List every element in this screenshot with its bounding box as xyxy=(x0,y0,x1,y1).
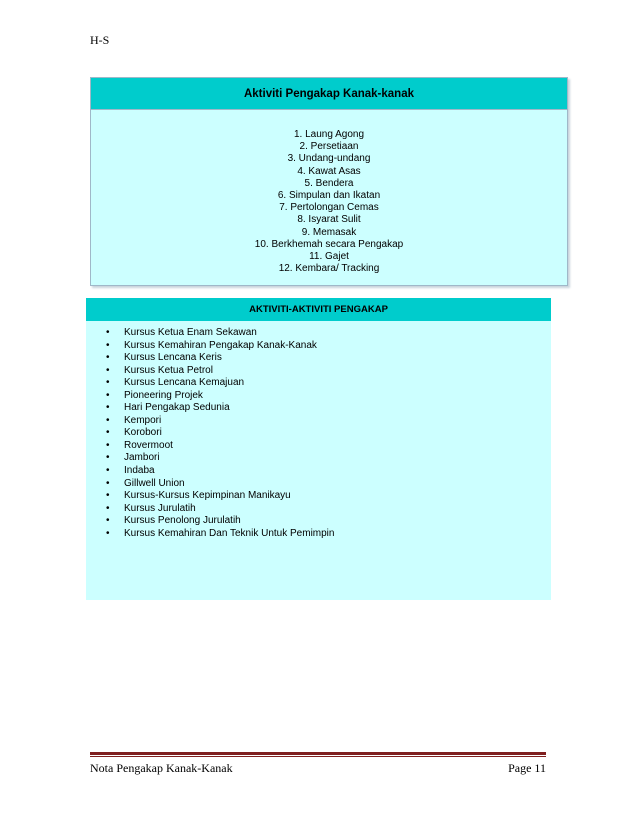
bullet-icon: • xyxy=(106,389,110,401)
list-item xyxy=(86,465,551,478)
list-item xyxy=(86,427,551,440)
scout-activities-box xyxy=(86,298,551,600)
bullet-icon: • xyxy=(106,402,110,414)
list-item-text: Gillwell Union xyxy=(124,477,185,489)
bullet-icon: • xyxy=(106,377,110,389)
list-item: 11. Gajet xyxy=(309,251,349,263)
list-item: 1. Laung Agong xyxy=(293,129,365,140)
list-item xyxy=(86,365,551,378)
list-item-text: Pioneering Projek xyxy=(124,389,203,401)
list-item-text: Kempori xyxy=(124,414,162,426)
scout-activities-list xyxy=(86,321,551,540)
list-item-text: Kursus Ketua Petrol xyxy=(124,364,213,376)
bullet-icon: • xyxy=(106,439,110,451)
list-item: 6. Simpulan dan Ikatan xyxy=(277,190,381,202)
bullet-icon: • xyxy=(106,339,110,351)
footer-title: Nota Pengakap Kanak-Kanak xyxy=(90,761,233,775)
list-item-text: Korobori xyxy=(124,427,162,439)
list-item-text: Kursus Kemahiran Dan Teknik Untuk Pemimpin xyxy=(124,527,335,539)
bullet-icon: • xyxy=(106,427,110,439)
footer-page-number: Page 11 xyxy=(508,761,546,775)
list-item xyxy=(86,340,551,353)
bullet-icon: • xyxy=(106,527,110,539)
bullet-icon: • xyxy=(106,452,110,464)
activities-box xyxy=(90,77,568,286)
list-item: 5. Bendera xyxy=(304,177,354,189)
bullet-icon: • xyxy=(106,490,110,502)
list-item-text: Rovermoot xyxy=(124,439,173,451)
list-item-text: Kursus Penolong Jurulatih xyxy=(124,515,241,527)
footer-rule-thin xyxy=(90,756,546,757)
list-item-text: Hari Pengakap Sedunia xyxy=(124,402,230,414)
list-item xyxy=(86,352,551,365)
list-item xyxy=(86,415,551,428)
scout-activities-title: AKTIVITI-AKTIVITI PENGAKAP xyxy=(86,298,551,321)
list-item: 10. Berkhemah secara Pengakap xyxy=(254,238,404,250)
list-item: 2. Persetiaan xyxy=(299,141,359,153)
list-item-text: Kursus Ketua Enam Sekawan xyxy=(124,327,257,338)
list-item-text: Kursus Kemahiran Pengakap Kanak-Kanak xyxy=(124,339,317,351)
activities-list xyxy=(91,110,567,275)
list-item xyxy=(86,390,551,403)
bullet-icon: • xyxy=(106,364,110,376)
bullet-icon: • xyxy=(106,477,110,489)
list-item xyxy=(86,452,551,465)
list-item xyxy=(86,327,551,340)
bullet-icon: • xyxy=(106,515,110,527)
list-item-text: Kursus Lencana Keris xyxy=(124,352,222,364)
activities-box-title: Aktiviti Pengakap Kanak-kanak xyxy=(91,78,567,110)
bullet-icon: • xyxy=(106,352,110,364)
list-item: 3. Undang-undang xyxy=(287,153,371,165)
list-item: 9. Memasak xyxy=(301,226,357,238)
list-item xyxy=(86,528,551,541)
list-item: 12. Kembara/ Tracking xyxy=(278,263,380,275)
list-item xyxy=(86,478,551,491)
list-item xyxy=(86,377,551,390)
page-header: H-S xyxy=(90,33,110,47)
list-item xyxy=(86,440,551,453)
bullet-icon: • xyxy=(106,414,110,426)
list-item xyxy=(86,490,551,503)
bullet-icon: • xyxy=(106,465,110,477)
footer-rule xyxy=(90,752,546,755)
list-item-text: Kursus Lencana Kemajuan xyxy=(124,377,245,389)
list-item-text: Kursus-Kursus Kepimpinan Manikayu xyxy=(124,490,291,502)
bullet-icon: • xyxy=(106,502,110,514)
bullet-icon: • xyxy=(106,327,110,338)
list-item-text: Kursus Jurulatih xyxy=(124,502,196,514)
list-item: 7. Pertolongan Cemas xyxy=(279,202,379,214)
list-item xyxy=(86,515,551,528)
list-item xyxy=(86,402,551,415)
list-item: 8. Isyarat Sulit xyxy=(297,214,361,226)
list-item xyxy=(86,503,551,516)
list-item-text: Indaba xyxy=(124,465,155,477)
list-item-text: Jambori xyxy=(124,452,160,464)
list-item: 4. Kawat Asas xyxy=(297,165,361,177)
